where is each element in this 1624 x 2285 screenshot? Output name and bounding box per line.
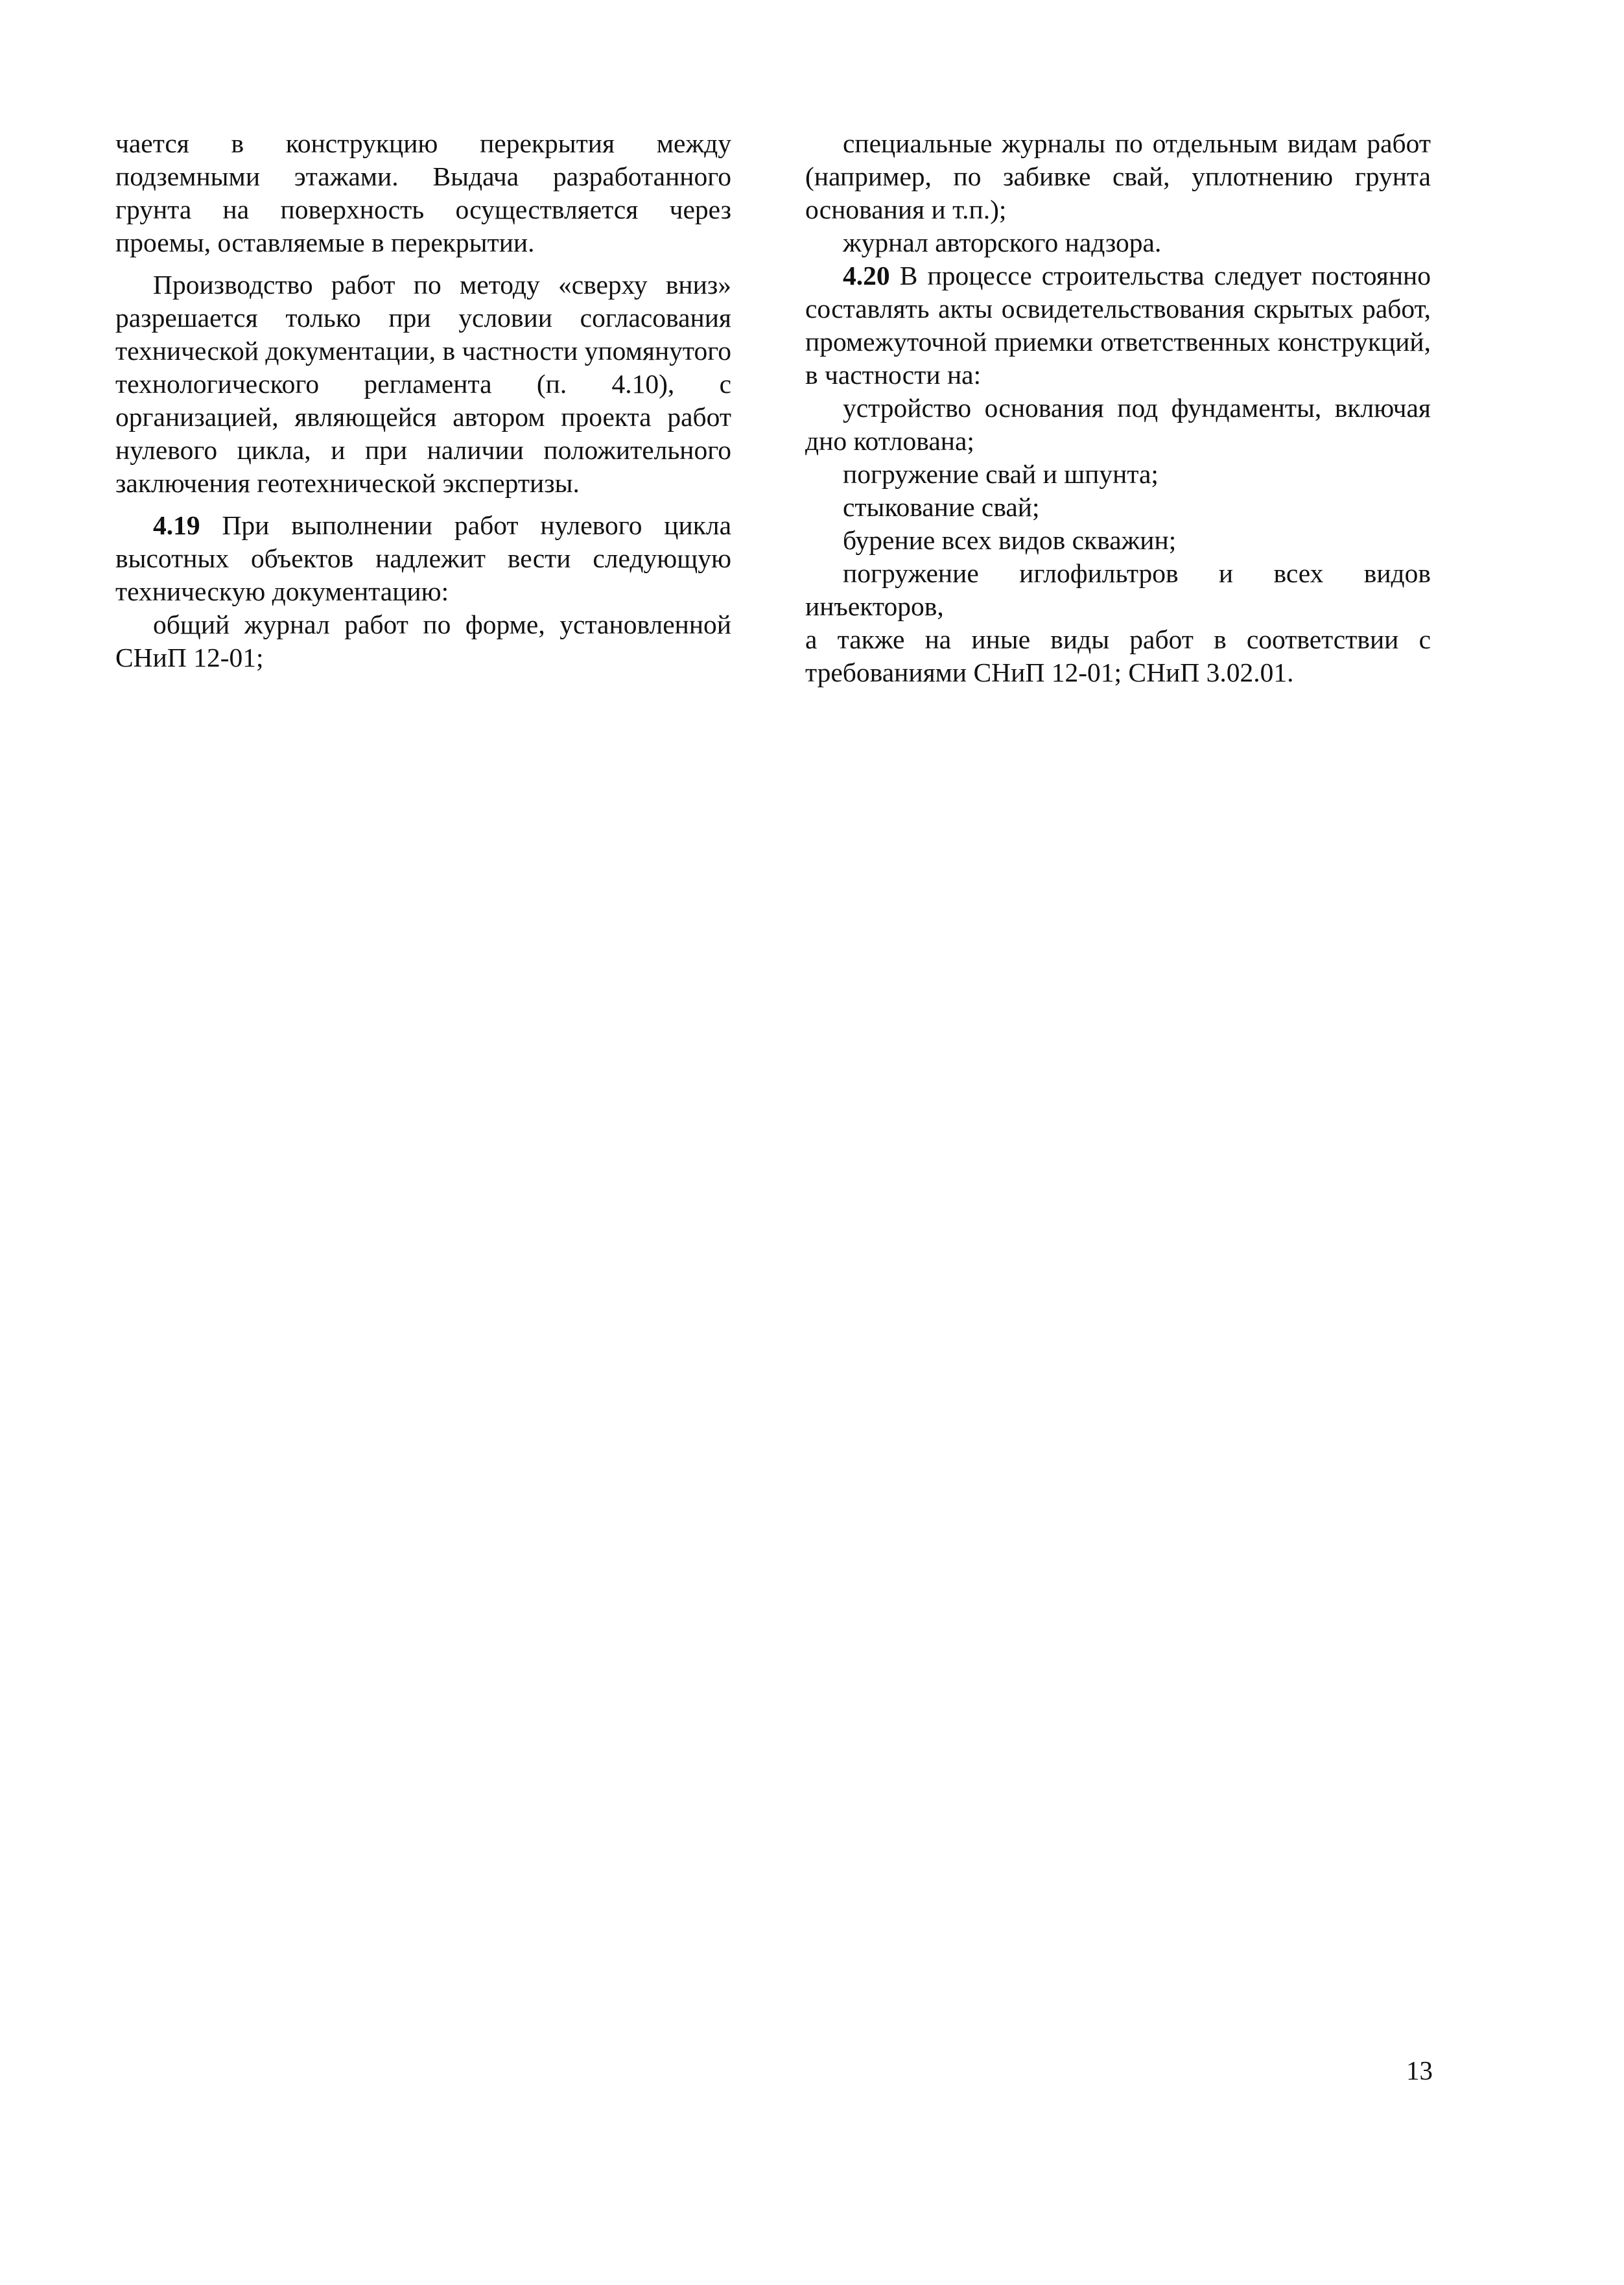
list-item-pile-driving: погружение свай и шпунта; [843, 459, 1159, 489]
list-item-wellpoints: погружение иглофильтров и всех видов инъекторов, [805, 558, 1431, 621]
left-column [115, 127, 731, 674]
paragraph-4-19 [115, 509, 731, 608]
paragraph-top-down-method: Производство работ по методу «сверху вниз» разрешается только при условии согласования технической документации, в частности упомянутого технологического регламента (п. 4.10), с организацией, являющейся автором проекта работ нулевого цикла, и при наличии положительного заключения геотехнической экспертизы. [115, 270, 731, 498]
list-item-general-journal: общий журнал работ по форме, установленной СНиП 12-01; [115, 610, 731, 672]
list-item-special-journals: специальные журналы по отдельным видам работ (например, по забивке свай, уплотнению грунта основания и т.п.); [805, 128, 1431, 224]
page-number: 13 [1406, 2055, 1433, 2085]
list-item-foundation-base: устройство основания под фундаменты, включая дно котлована; [805, 393, 1431, 456]
paragraph-continued: чается в конструкцию перекрытия между подземными этажами. Выдача разработанного грунта на поверхность осуществляется через проемы, оставляемые в перекрытии. [115, 128, 731, 257]
list-item-pile-joining: стыкование свай; [843, 492, 1040, 522]
paragraph-4-20 [805, 259, 1431, 392]
list-item-drilling: бурение всех видов скважин; [843, 525, 1177, 555]
clause-text: В процессе строительства следует постоянно составлять акты освидетельствования скрытых работ, промежуточной приемки ответственных конструкций, в частности на: [805, 261, 1431, 390]
right-column [805, 127, 1431, 689]
clause-number: 4.19 [153, 510, 200, 540]
list-closing-text: а также на иные виды работ в соответствии с требованиями СНиП 12-01; СНиП 3.02.01. [805, 624, 1431, 687]
clause-number: 4.20 [843, 261, 890, 290]
list-item-author-supervision: журнал авторского надзора. [843, 228, 1162, 257]
clause-text: При выполнении работ нулевого цикла высотных объектов надлежит вести следующую техническую документацию: [115, 510, 731, 606]
